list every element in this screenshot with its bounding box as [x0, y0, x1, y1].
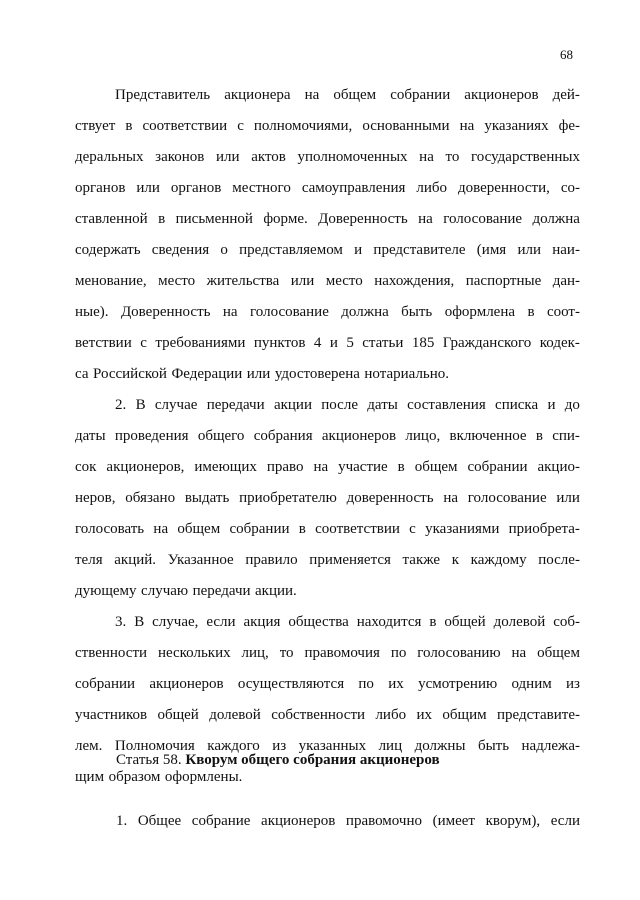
- word: и: [547, 397, 556, 413]
- word: участие: [338, 459, 388, 475]
- word: общем: [333, 87, 377, 103]
- word: быть: [401, 304, 433, 320]
- word: ветствии: [75, 335, 132, 351]
- word: на: [511, 645, 527, 661]
- word: доверенности,: [458, 180, 550, 196]
- word: законов: [155, 149, 205, 165]
- word: передачи: [192, 583, 251, 599]
- word: нотариально.: [364, 366, 450, 382]
- word: собрания: [253, 428, 313, 444]
- word: лем.: [75, 738, 103, 754]
- word: представителе: [373, 242, 466, 258]
- word: образом: [108, 769, 161, 785]
- word: если: [550, 813, 580, 829]
- word: голосование: [250, 304, 329, 320]
- word: органов: [170, 180, 222, 196]
- word: Представитель: [115, 87, 211, 103]
- word: с: [140, 335, 147, 351]
- word: акционеров: [464, 87, 539, 103]
- text-line: [75, 483, 580, 514]
- word: Доверенность: [318, 211, 408, 227]
- word: самоуправления: [301, 180, 406, 196]
- word: долевой: [493, 614, 546, 630]
- word: надлежа-: [521, 738, 580, 754]
- word: включенное: [449, 428, 527, 444]
- word: акции.: [255, 583, 297, 599]
- word: жительства: [206, 273, 280, 289]
- word: общем: [414, 459, 458, 475]
- word: сок: [75, 459, 97, 475]
- word: в: [125, 118, 133, 134]
- word: ственности: [75, 645, 148, 661]
- word: 185: [411, 335, 435, 351]
- word: собрании: [229, 521, 290, 537]
- article-title: Кворум общего собрания акционеров: [185, 752, 440, 768]
- word: до: [564, 397, 580, 413]
- word: по: [358, 676, 374, 692]
- word: голосованию: [417, 645, 501, 661]
- word: в: [298, 521, 306, 537]
- word: общем: [177, 521, 221, 537]
- word: дующему: [75, 583, 137, 599]
- text-line: [75, 390, 580, 421]
- word: или: [517, 242, 541, 258]
- word: уполномоченных: [297, 149, 408, 165]
- word: каждого: [207, 738, 260, 754]
- text-line: [75, 328, 580, 359]
- word: составления: [407, 397, 486, 413]
- word: голосовать: [75, 521, 145, 537]
- word: лиц,: [241, 645, 269, 661]
- text-line: [75, 421, 580, 452]
- word: собрании: [467, 459, 528, 475]
- word: письменной: [175, 211, 253, 227]
- word: в: [535, 428, 543, 444]
- word: на: [419, 149, 434, 165]
- word: акционеров: [149, 676, 224, 692]
- word: соответствии: [142, 118, 228, 134]
- word: нахождения,: [374, 273, 455, 289]
- word: акционеров: [261, 813, 336, 829]
- word: форме.: [263, 211, 308, 227]
- word: по: [390, 645, 407, 661]
- word: Указанное: [167, 552, 234, 568]
- word: Доверенность: [120, 304, 211, 320]
- paragraph-1: [75, 80, 580, 390]
- text-line: [75, 80, 580, 111]
- word: на: [459, 118, 475, 134]
- word: то: [279, 645, 294, 661]
- word: акционера: [224, 87, 291, 103]
- word: даты: [367, 397, 398, 413]
- word: должна: [341, 304, 389, 320]
- word: в: [397, 459, 405, 475]
- word: участников: [75, 707, 148, 723]
- word: пунктов: [253, 335, 306, 351]
- word: на: [443, 490, 458, 506]
- word: теля: [75, 552, 103, 568]
- word: (имеет: [432, 813, 475, 829]
- text-line: [75, 297, 580, 328]
- word: место: [325, 273, 363, 289]
- word: доверенность: [346, 490, 434, 506]
- word: общей: [157, 707, 199, 723]
- word: даты: [75, 428, 106, 444]
- word: дей-: [552, 87, 580, 103]
- word: и: [354, 242, 363, 258]
- word: удостоверена: [274, 366, 360, 382]
- text-line: [75, 545, 580, 576]
- text-line: [75, 576, 580, 607]
- word: представите-: [497, 707, 580, 723]
- word: проведения: [114, 428, 189, 444]
- word: 3.: [115, 614, 127, 630]
- word: после-: [538, 552, 580, 568]
- clause-1: [116, 806, 580, 837]
- word: случае,: [152, 614, 199, 630]
- word: 1.: [116, 813, 128, 829]
- word: с: [237, 118, 244, 134]
- word: применяется: [309, 552, 391, 568]
- text-line: [75, 607, 580, 638]
- word: выдать: [184, 490, 230, 506]
- word: должна: [532, 211, 580, 227]
- word: на: [313, 459, 329, 475]
- word: списка: [495, 397, 539, 413]
- text-line: [75, 452, 580, 483]
- word: акция: [243, 614, 281, 630]
- word: дан-: [552, 273, 580, 289]
- word: голосование: [443, 211, 523, 227]
- word: (имя: [476, 242, 507, 258]
- word: также: [402, 552, 441, 568]
- word: в: [158, 211, 166, 227]
- word: их: [416, 707, 433, 723]
- word: лицо,: [405, 428, 441, 444]
- word: государственных: [471, 149, 580, 165]
- word: передачи: [206, 397, 265, 413]
- word: указаниями: [425, 521, 500, 537]
- word: общем: [537, 645, 580, 661]
- word: спи-: [552, 428, 580, 444]
- word: ставленной: [75, 211, 148, 227]
- word: паспортные: [465, 273, 542, 289]
- word: правило: [245, 552, 298, 568]
- word: на: [222, 304, 238, 320]
- word: фе-: [558, 118, 580, 134]
- word: о: [220, 242, 228, 258]
- word: менование,: [75, 273, 147, 289]
- word: са: [75, 366, 89, 382]
- word: должны: [414, 738, 466, 754]
- word: или: [136, 180, 160, 196]
- word: основанными: [362, 118, 450, 134]
- word: 5: [346, 335, 354, 351]
- word: содержать: [75, 242, 141, 258]
- text-line: [75, 235, 580, 266]
- word: каждому: [470, 552, 527, 568]
- word: приобретателю: [239, 490, 337, 506]
- word: имеющих: [194, 459, 257, 475]
- word: их: [388, 676, 404, 692]
- word: акционеров: [321, 428, 397, 444]
- word: наи-: [552, 242, 580, 258]
- text-line: [75, 359, 580, 390]
- word: в: [429, 614, 437, 630]
- page-number: 68: [560, 47, 573, 62]
- word: лиц: [378, 738, 403, 754]
- word: или: [290, 273, 315, 289]
- word: быть: [477, 738, 510, 754]
- text-line: [75, 514, 580, 545]
- word: голосование: [467, 490, 547, 506]
- word: ствует: [75, 118, 116, 134]
- text-line: [75, 142, 580, 173]
- word: из: [272, 738, 287, 754]
- word: случаю: [141, 583, 189, 599]
- word: со-: [560, 180, 580, 196]
- word: правомочия: [304, 645, 380, 661]
- word: из: [566, 676, 580, 692]
- word: Федерации: [171, 366, 243, 382]
- word: если: [206, 614, 236, 630]
- text-line: [75, 700, 580, 731]
- word: сведения: [151, 242, 210, 258]
- word: либо: [375, 707, 407, 723]
- word: Гражданского: [442, 335, 532, 351]
- word: деральных: [75, 149, 144, 165]
- body-text: [75, 80, 580, 793]
- word: с: [409, 521, 416, 537]
- word: акцио-: [537, 459, 580, 475]
- word: соответствии: [315, 521, 400, 537]
- article-number: Статья 58.: [116, 752, 182, 768]
- word: 4: [313, 335, 322, 351]
- word: оформлена: [444, 304, 516, 320]
- word: правомочно: [345, 813, 422, 829]
- paragraph-2: [75, 390, 580, 607]
- word: долевой: [209, 707, 261, 723]
- word: местного: [232, 180, 291, 196]
- text-line: [75, 266, 580, 297]
- word: Полномочия: [114, 738, 195, 754]
- text-line: [75, 173, 580, 204]
- word: или: [556, 490, 580, 506]
- word: обязано: [125, 490, 176, 506]
- clause-1-line: [116, 806, 580, 837]
- word: или: [246, 366, 271, 382]
- word: собрание: [191, 813, 251, 829]
- word: представляемом: [239, 242, 343, 258]
- word: приобрета-: [508, 521, 580, 537]
- word: нескольких: [157, 645, 231, 661]
- word: указаниях: [484, 118, 549, 134]
- word: осуществляются: [237, 676, 345, 692]
- word: В: [134, 614, 145, 630]
- word: общества: [288, 614, 349, 630]
- text-line: [75, 111, 580, 142]
- text-line: [75, 669, 580, 700]
- word: право: [266, 459, 304, 475]
- word: и: [329, 335, 338, 351]
- word: общей: [444, 614, 486, 630]
- word: на: [153, 521, 169, 537]
- word: неров,: [75, 490, 116, 506]
- word: соб-: [553, 614, 580, 630]
- word: место: [158, 273, 196, 289]
- word: органов: [75, 180, 126, 196]
- word: акций.: [114, 552, 157, 568]
- word: ные).: [75, 304, 109, 320]
- word: находится: [356, 614, 422, 630]
- word: собрании: [390, 87, 451, 103]
- word: кодек-: [539, 335, 580, 351]
- word: требованиями: [155, 335, 246, 351]
- word: случае: [154, 397, 198, 413]
- word: оформлены.: [164, 769, 243, 785]
- word: к: [451, 552, 460, 568]
- word: кворум),: [485, 813, 541, 829]
- word: в: [527, 304, 535, 320]
- word: актов: [251, 149, 286, 165]
- word: одним: [511, 676, 552, 692]
- word: указанных: [298, 738, 367, 754]
- word: В: [135, 397, 146, 413]
- word: после: [321, 397, 358, 413]
- word: Общее: [137, 813, 182, 829]
- word: общего: [197, 428, 245, 444]
- word: общим: [442, 707, 487, 723]
- word: 2.: [115, 397, 127, 413]
- text-line: [75, 638, 580, 669]
- word: собственности: [271, 707, 366, 723]
- word: статьи: [362, 335, 404, 351]
- word: акционеров,: [106, 459, 185, 475]
- word: либо: [416, 180, 448, 196]
- word: полномочиями,: [253, 118, 353, 134]
- word: соот-: [546, 304, 580, 320]
- article-heading: [116, 752, 440, 769]
- text-line: [75, 204, 580, 235]
- word: Российской: [93, 366, 167, 382]
- word: на: [304, 87, 320, 103]
- word: на: [418, 211, 433, 227]
- word: акции: [273, 397, 312, 413]
- word: усмотрению: [418, 676, 498, 692]
- word: или: [216, 149, 240, 165]
- word: собрании: [75, 676, 136, 692]
- word: то: [445, 149, 460, 165]
- word: щим: [75, 769, 105, 785]
